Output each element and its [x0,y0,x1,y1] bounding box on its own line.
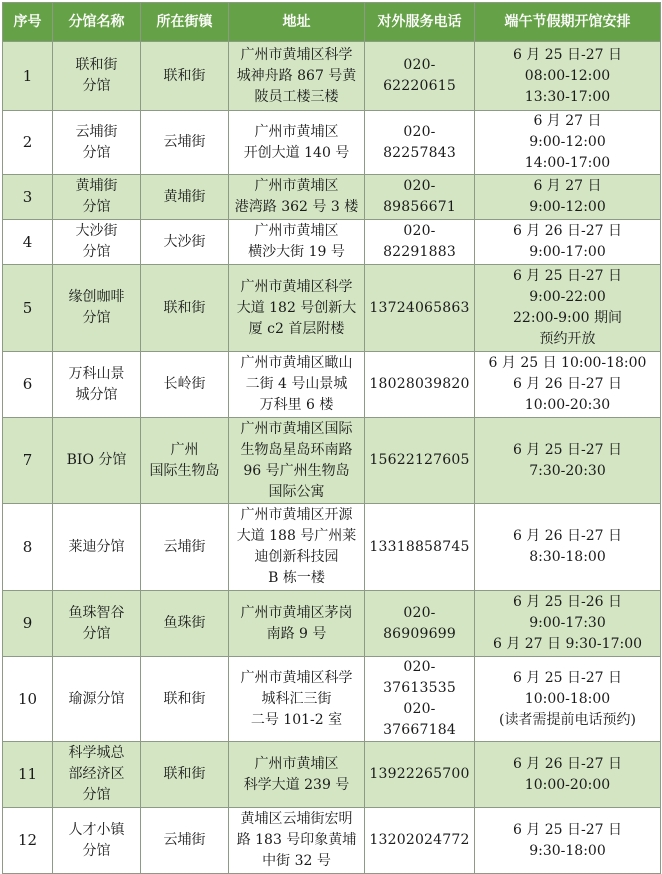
header-row [3,3,661,42]
header-address: 地址 [229,3,365,42]
branch-name: 联和街 分馆 [53,42,141,111]
street-name: 联和街 [141,265,229,352]
row-index: 6 [3,352,53,418]
street-name: 大沙街 [141,220,229,265]
row-index: 1 [3,42,53,111]
branch-name: BIO 分馆 [53,418,141,504]
address: 广州市黄埔区 港湾路 362 号 3 楼 [229,175,365,220]
branch-name: 莱迪分馆 [53,504,141,591]
branch-name: 万科山景 城分馆 [53,352,141,418]
table-row [3,808,661,874]
street-name: 黄埔街 [141,175,229,220]
street-name: 云埔街 [141,808,229,874]
row-index: 3 [3,175,53,220]
header-index: 序号 [3,3,53,42]
address: 广州市黄埔区瞰山 二街 4 号山景城 万科里 6 楼 [229,352,365,418]
row-index: 4 [3,220,53,265]
row-index: 7 [3,418,53,504]
address: 广州市黄埔区科学 城科汇三街 二号 101-2 室 [229,657,365,742]
address: 黄埔区云埔街宏明 路 183 号印象黄埔 中街 32 号 [229,808,365,874]
phone-number: 020-86909699 [365,591,475,657]
street-name: 长岭街 [141,352,229,418]
header-branch-name: 分馆名称 [53,3,141,42]
row-index: 9 [3,591,53,657]
phone-number: 13922265700 [365,742,475,808]
row-index: 10 [3,657,53,742]
address: 广州市黄埔区科学 城神舟路 867 号黄 陂员工楼三楼 [229,42,365,111]
phone-number: 13202024772 [365,808,475,874]
branch-name: 科学城总 部经济区 分馆 [53,742,141,808]
branch-name: 缘创咖啡 分馆 [53,265,141,352]
table-row [3,352,661,418]
table-row [3,504,661,591]
street-name: 云埔街 [141,111,229,175]
table-row [3,42,661,111]
holiday-schedule: 6 月 25 日-27 日 9:30-18:00 [475,808,661,874]
holiday-schedule: 6 月 26 日-27 日 8:30-18:00 [475,504,661,591]
row-index: 2 [3,111,53,175]
street-name: 云埔街 [141,504,229,591]
address: 广州市黄埔区 横沙大街 19 号 [229,220,365,265]
holiday-schedule: 6 月 26 日-27 日 10:00-20:00 [475,742,661,808]
address: 广州市黄埔区国际 生物岛星岛环南路 96 号广州生物岛 国际公寓 [229,418,365,504]
phone-number: 020-82291883 [365,220,475,265]
table-row [3,220,661,265]
table-row [3,742,661,808]
phone-number: 18028039820 [365,352,475,418]
street-name: 广州 国际生物岛 [141,418,229,504]
phone-number: 13318858745 [365,504,475,591]
holiday-schedule: 6 月 25 日-27 日 9:00-22:00 22:00-9:00 期间 预约开放 [475,265,661,352]
address: 广州市黄埔区 科学大道 239 号 [229,742,365,808]
header-holiday-schedule: 端午节假期开馆安排 [475,3,661,42]
branch-name: 黄埔街 分馆 [53,175,141,220]
street-name: 联和街 [141,657,229,742]
holiday-schedule: 6 月 25 日-27 日 10:00-18:00 (读者需提前电话预约) [475,657,661,742]
row-index: 12 [3,808,53,874]
holiday-schedule: 6 月 26 日-27 日 9:00-17:00 [475,220,661,265]
street-name: 联和街 [141,42,229,111]
holiday-schedule: 6 月 25 日-27 日 08:00-12:00 13:30-17:00 [475,42,661,111]
table-row [3,418,661,504]
phone-number: 15622127605 [365,418,475,504]
address: 广州市黄埔区开源 大道 188 号广州莱 迪创新科技园 B 栋一楼 [229,504,365,591]
table-row [3,265,661,352]
row-index: 8 [3,504,53,591]
branch-name: 大沙街 分馆 [53,220,141,265]
street-name: 联和街 [141,742,229,808]
branch-name: 云埔街 分馆 [53,111,141,175]
branch-name: 瑜源分馆 [53,657,141,742]
phone-number: 13724065863 [365,265,475,352]
header-phone: 对外服务电话 [365,3,475,42]
address: 广州市黄埔区茅岗 南路 9 号 [229,591,365,657]
holiday-schedule: 6 月 25 日-26 日 9:00-17:30 6 月 27 日 9:30-17:00 [475,591,661,657]
holiday-schedule: 6 月 27 日 9:00-12:00 14:00-17:00 [475,111,661,175]
branch-name: 人才小镇 分馆 [53,808,141,874]
header-street: 所在街镇 [141,3,229,42]
holiday-schedule: 6 月 25 日-27 日 7:30-20:30 [475,418,661,504]
table-row [3,175,661,220]
holiday-schedule: 6 月 25 日 10:00-18:00 6 月 26 日-27 日 10:00-20:30 [475,352,661,418]
phone-number: 020-62220615 [365,42,475,111]
phone-number: 020-37613535 020-37667184 [365,657,475,742]
holiday-schedule: 6 月 27 日 9:00-12:00 [475,175,661,220]
address: 广州市黄埔区 开创大道 140 号 [229,111,365,175]
address: 广州市黄埔区科学 大道 182 号创新大 厦 c2 首层附楼 [229,265,365,352]
row-index: 5 [3,265,53,352]
phone-number: 020-82257843 [365,111,475,175]
phone-number: 020-89856671 [365,175,475,220]
library-schedule-table [2,2,661,874]
row-index: 11 [3,742,53,808]
table-row [3,591,661,657]
table-row [3,111,661,175]
branch-name: 鱼珠智谷 分馆 [53,591,141,657]
table-row [3,657,661,742]
street-name: 鱼珠街 [141,591,229,657]
